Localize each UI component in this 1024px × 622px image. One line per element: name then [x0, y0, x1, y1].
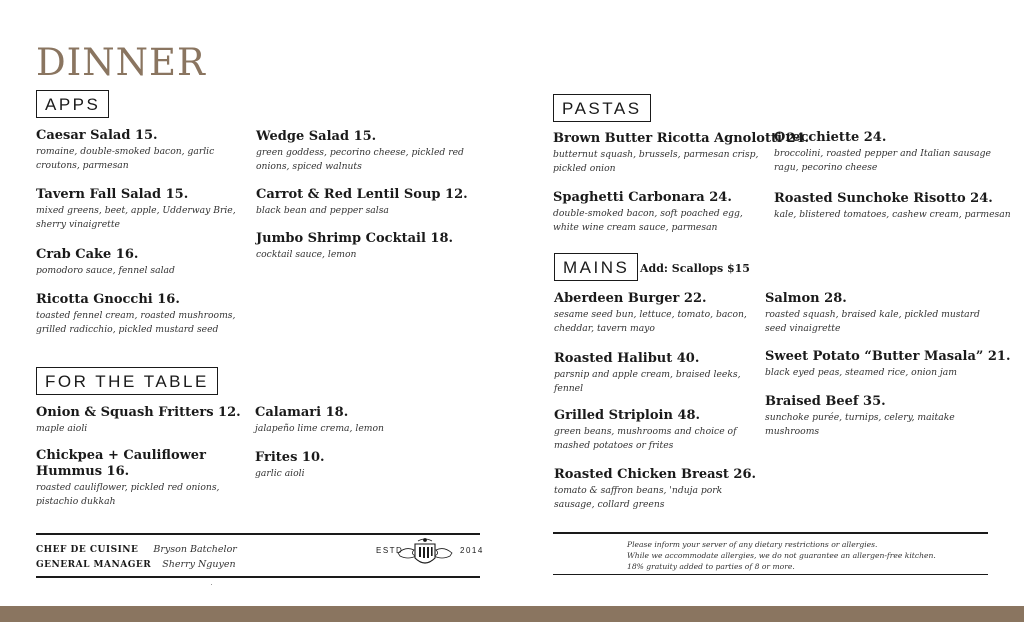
item-description: maple aioli: [36, 423, 88, 434]
menu-item: [765, 349, 1011, 380]
section-apps-heading: APPS: [36, 90, 109, 118]
gm-line: [36, 557, 236, 573]
item-name: Calamari 18.: [255, 405, 349, 420]
item-description: toasted fennel cream, roasted mushrooms, grilled radicchio, pickled mustard seed: [36, 310, 236, 335]
item-description: sesame seed bun, lettuce, tomato, bacon, cheddar, tavern mayo: [554, 309, 747, 334]
menu-item: [36, 128, 246, 173]
item-description: pomodoro sauce, fennel salad: [36, 265, 175, 276]
chef-line: [36, 542, 237, 558]
item-description: roasted cauliflower, pickled red onions, pistachio dukkah: [36, 482, 220, 507]
notice-line: While we accommodate allergies, we do not guarantee an allergen-free kitchen.: [627, 551, 936, 560]
item-description: garlic aioli: [255, 468, 305, 479]
menu-item: [256, 231, 496, 262]
menu-item: [256, 187, 496, 218]
item-description: black eyed peas, steamed rice, onion jam: [765, 367, 957, 378]
item-description: green goddess, pecorino cheese, pickled red onions, spiced walnuts: [256, 147, 464, 172]
menu-item: [774, 130, 999, 175]
item-name: Salmon 28.: [765, 291, 847, 306]
item-name: Carrot & Red Lentil Soup 12.: [256, 187, 468, 202]
allergy-notice: [627, 539, 936, 572]
item-name: Jumbo Shrimp Cocktail 18.: [256, 231, 454, 246]
menu-item: [554, 351, 754, 396]
menu-title: DINNER: [36, 41, 206, 84]
chef-name: Bryson Batchelor: [153, 544, 237, 555]
item-name: Spaghetti Carbonara 24.: [553, 190, 732, 205]
notice-line: 18% gratuity added to parties of 8 or more.: [627, 562, 795, 571]
item-name: Tavern Fall Salad 15.: [36, 187, 189, 202]
menu-item: [554, 408, 754, 453]
menu-item: [36, 405, 246, 436]
item-name: Chickpea + Cauliflower Hummus 16.: [36, 448, 206, 479]
established-year: 2014: [460, 546, 484, 555]
item-name: Braised Beef 35.: [765, 394, 886, 409]
section-for-the-table-heading: FOR THE TABLE: [36, 367, 218, 395]
divider-rule: [36, 533, 480, 535]
chef-role: CHEF DE CUISINE: [36, 545, 139, 555]
menu-item: [774, 191, 1014, 222]
item-name: Roasted Sunchoke Risotto 24.: [774, 191, 993, 206]
section-pastas-heading: PASTAS: [553, 94, 651, 122]
established-label: ESTD: [376, 546, 404, 555]
mains-addon: Add: Scallops $15: [640, 262, 750, 275]
item-description: broccolini, roasted pepper and Italian sausage ragu, pecorino cheese: [774, 148, 991, 173]
menu-item: [256, 129, 496, 174]
item-description: green beans, mushrooms and choice of mashed potatoes or frites: [554, 426, 737, 451]
item-description: sunchoke purée, turnips, celery, maitake mushrooms: [765, 412, 955, 437]
menu-item: [765, 394, 965, 439]
divider-rule: [553, 574, 988, 575]
gm-name: Sherry Nguyen: [162, 559, 236, 570]
item-description: parsnip and apple cream, braised leeks, fennel: [554, 369, 741, 394]
notice-line: Please inform your server of any dietary restrictions or allergies.: [627, 540, 878, 549]
item-name: Onion & Squash Fritters 12.: [36, 405, 241, 420]
item-description: roasted squash, braised kale, pickled mustard seed vinaigrette: [765, 309, 980, 334]
menu-item: [554, 291, 754, 336]
item-description: double-smoked bacon, soft poached egg, white wine cream sauce, parmesan: [553, 208, 743, 233]
menu-item: [36, 292, 246, 337]
item-description: black bean and pepper salsa: [256, 205, 389, 216]
item-name: Wedge Salad 15.: [256, 129, 377, 144]
item-name: Roasted Halibut 40.: [554, 351, 700, 366]
item-description: cocktail sauce, lemon: [256, 249, 357, 260]
menu-item: [36, 247, 246, 278]
section-mains-heading: MAINS: [554, 253, 638, 281]
menu-item: [553, 190, 763, 235]
menu-item: [36, 448, 226, 509]
menu-item: [554, 467, 764, 512]
item-name: Orecchiette 24.: [774, 130, 887, 145]
menu-item: [255, 450, 475, 481]
item-name: Aberdeen Burger 22.: [554, 291, 707, 306]
item-name: Grilled Striploin 48.: [554, 408, 701, 423]
gm-role: GENERAL MANAGER: [36, 560, 152, 570]
item-name: Brown Butter Ricotta Agnolotti 24.: [553, 131, 810, 146]
decorative-dot: [211, 584, 212, 585]
item-name: Caesar Salad 15.: [36, 128, 158, 143]
divider-rule: [553, 532, 988, 534]
menu-item: [553, 131, 810, 176]
item-description: romaine, double-smoked bacon, garlic croutons, parmesan: [36, 146, 215, 171]
item-description: butternut squash, brussels, parmesan crisp, pickled onion: [553, 149, 759, 174]
item-name: Crab Cake 16.: [36, 247, 139, 262]
crest-logo-icon: [396, 536, 454, 570]
item-name: Ricotta Gnocchi 16.: [36, 292, 180, 307]
menu-item: [765, 291, 1000, 336]
item-description: jalapeño lime crema, lemon: [255, 423, 384, 434]
menu-item: [36, 187, 246, 232]
item-name: Roasted Chicken Breast 26.: [554, 467, 757, 482]
item-name: Sweet Potato “Butter Masala” 21.: [765, 349, 1011, 364]
item-description: mixed greens, beet, apple, Udderway Brie, sherry vinaigrette: [36, 205, 236, 230]
item-name: Frites 10.: [255, 450, 325, 465]
divider-rule: [36, 576, 480, 578]
footer-band: [0, 606, 1024, 622]
item-description: kale, blistered tomatoes, cashew cream, parmesan: [774, 209, 1011, 220]
menu-item: [255, 405, 475, 436]
item-description: tomato & saffron beans, 'nduja pork sausage, collard greens: [554, 485, 723, 510]
